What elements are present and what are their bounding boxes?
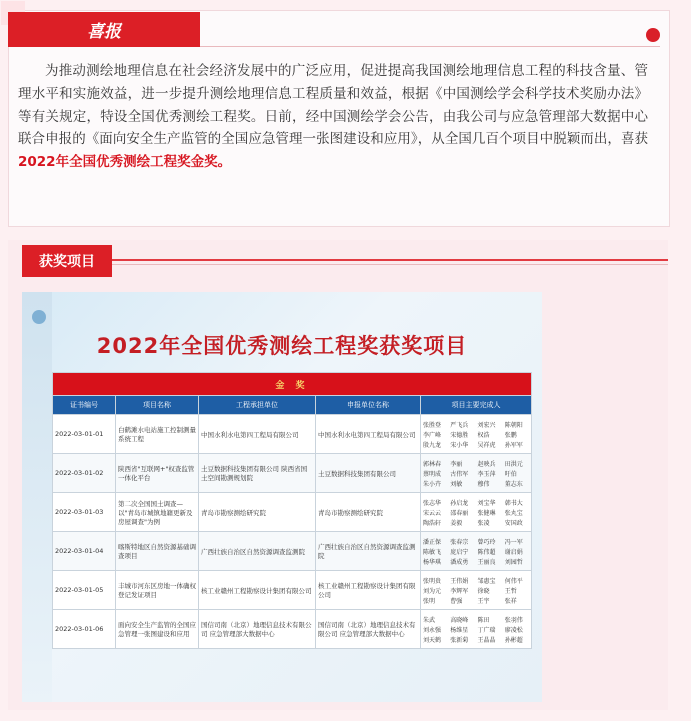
person-name: 古伟军 <box>450 470 469 478</box>
person-name: 王宇 <box>477 597 490 605</box>
person-name: 姜毅 <box>450 519 463 527</box>
person-name: 刘园哲 <box>504 558 523 566</box>
person-name: 刘天鹤 <box>423 636 442 644</box>
project-name: 陕西省"互联网+"权查监管一体化平台 <box>116 454 199 493</box>
person-name: 杨维星 <box>450 626 469 634</box>
person-name: 宋云云 <box>423 509 442 517</box>
table-row <box>53 493 532 532</box>
person-name: 李辉军 <box>450 587 469 595</box>
person-name: 张春宗 <box>450 538 469 546</box>
person-name: 李玉萍 <box>477 470 496 478</box>
person-name: 安国政 <box>504 519 523 527</box>
applicant: 广西壮族自治区自然资源调查监测院 <box>316 532 421 571</box>
section-divider <box>112 259 668 261</box>
org: 核工业赣州工程勘察设计集团有限公司 <box>199 571 316 610</box>
person-name: 王晶晶 <box>477 636 496 644</box>
decor-dot <box>646 28 660 42</box>
notice-highlight: 2022年全国优秀测绘工程奖金奖。 <box>18 154 232 171</box>
person-name: 高晓峰 <box>450 616 469 624</box>
person-name: 曹强 <box>450 597 463 605</box>
org: 中国水利水电第四工程局有限公司 <box>199 415 316 454</box>
table-row <box>53 454 532 493</box>
person-name: 冯一军 <box>504 538 523 546</box>
person-name: 陈朝阳 <box>504 421 523 429</box>
people <box>421 415 532 454</box>
tier-label: 金 奖 <box>53 373 532 396</box>
people <box>421 571 532 610</box>
applicant: 土豆数据科技集团有限公司 <box>316 454 421 493</box>
person-name: 田洪元 <box>504 460 523 468</box>
person-name: 朱武 <box>423 616 436 624</box>
person-name: 宋德胜 <box>450 431 469 439</box>
person-name: 李广峰 <box>423 431 442 439</box>
person-name: 严飞兵 <box>450 421 469 429</box>
notice-text: 为推动测绘地理信息在社会经济发展中的广泛应用，促进提高我国测绘地理信息工程的科技含量、管理水平和实施效益，进一步提升测绘地理信息工程质量和效益，根据《中国测绘学会科学技术奖励办法》等有关规定，特设全国优秀测绘工程奖。日前，经中国测绘学会公告，由我公司与应急管理部大数据中心联合申报的《面向安全生产监管的全国应急管理一张图建设和应用》，从全国几百个项目中脱颖而出，喜获 <box>18 63 648 148</box>
person-name: 张明 <box>423 597 436 605</box>
person-name: 张志华 <box>423 499 442 507</box>
applicant: 中国水利水电第四工程局有限公司 <box>316 415 421 454</box>
person-name: 蔡明成 <box>423 470 442 478</box>
table-header-row <box>53 396 532 415</box>
header-people: 项目主要完成人 <box>421 396 532 415</box>
cert-id: 2022-03-01-04 <box>53 532 116 571</box>
person-name: 张凌 <box>477 519 490 527</box>
table-row <box>53 571 532 610</box>
person-name: 陶浩轩 <box>423 519 442 527</box>
award-table <box>52 372 532 649</box>
person-name: 孙启龙 <box>450 499 469 507</box>
applicant: 核工业赣州工程勘察设计集团有限公司 <box>316 571 421 610</box>
person-name: 谢启娟 <box>504 548 523 556</box>
person-name: 郭林春 <box>423 460 442 468</box>
cert-id: 2022-03-01-06 <box>53 610 116 649</box>
person-name: 董志东 <box>504 480 523 488</box>
person-name: 曾巧玲 <box>477 538 496 546</box>
header-project-name: 项目名称 <box>116 396 199 415</box>
person-name: 潘成勇 <box>450 558 469 566</box>
person-name: 张祥 <box>504 597 517 605</box>
table-row <box>53 532 532 571</box>
person-name: 吁伯 <box>504 470 517 478</box>
person-name: 刘宝华 <box>477 499 496 507</box>
person-name: 朱小卉 <box>423 480 442 488</box>
person-name: 孙军军 <box>504 441 523 449</box>
section-divider-thin <box>112 264 668 265</box>
header-applicant: 申报单位名称 <box>316 396 421 415</box>
org: 国信司南（北京）地理信息技术有限公司 应急管理部大数据中心 <box>199 610 316 649</box>
cert-id: 2022-03-01-02 <box>53 454 116 493</box>
section-title: 获奖项目 <box>22 245 112 277</box>
org: 广西壮族自治区自然资源调查监测院 <box>199 532 316 571</box>
project-name: 丰城市河东区房地一体确权登记发证项目 <box>116 571 199 610</box>
person-name: 殷九龙 <box>423 441 442 449</box>
project-name: 喀斯特地区自然资源基础调查项目 <box>116 532 199 571</box>
person-name: 邵春丽 <box>450 509 469 517</box>
people <box>421 610 532 649</box>
person-name: 丁广瑞 <box>477 626 496 634</box>
person-name: 刘为元 <box>423 587 442 595</box>
person-name: 王伟娟 <box>450 577 469 585</box>
person-name: 李丽 <box>450 460 463 468</box>
cert-id: 2022-03-01-03 <box>53 493 116 532</box>
project-name: 白鹤滩水电站施工控制测量系统工程 <box>116 415 199 454</box>
person-name: 王哲 <box>504 587 517 595</box>
notice-body <box>18 60 648 174</box>
person-name: 庞启宁 <box>450 548 469 556</box>
person-name: 刘永强 <box>423 626 442 634</box>
person-name: 陈伟超 <box>477 548 496 556</box>
person-name: 何伟平 <box>504 577 523 585</box>
person-name: 宋小华 <box>450 441 469 449</box>
person-name: 权浩 <box>477 431 490 439</box>
person-name: 廖凌松 <box>504 626 523 634</box>
project-name: 第二次全国国土调查—以"青岛市城镇地籍更新及房屋调查"为例 <box>116 493 199 532</box>
person-name: 陈田 <box>477 616 490 624</box>
person-name: 赵映兵 <box>477 460 496 468</box>
person-name: 张健琳 <box>477 509 496 517</box>
person-name: 刘敏 <box>450 480 463 488</box>
notice-title: 喜报 <box>8 12 200 47</box>
applicant: 青岛市勘察测绘研究院 <box>316 493 421 532</box>
person-name: 吴祥虎 <box>477 441 496 449</box>
applicant: 国信司南（北京）地理信息技术有限公司 应急管理部大数据中心 <box>316 610 421 649</box>
person-name: 潘正保 <box>423 538 442 546</box>
person-name: 刘宏兴 <box>477 421 496 429</box>
person-name: 杨华琪 <box>423 558 442 566</box>
header-cert-no: 证书编号 <box>53 396 116 415</box>
header-org: 工程承担单位 <box>199 396 316 415</box>
table-row <box>53 415 532 454</box>
person-name: 陈敏飞 <box>423 548 442 556</box>
people <box>421 454 532 493</box>
org: 青岛市勘察测绘研究院 <box>199 493 316 532</box>
person-name: 张鹏 <box>504 431 517 439</box>
person-name: 张新菊 <box>450 636 469 644</box>
person-name: 王丽良 <box>477 558 496 566</box>
person-name: 张胜登 <box>423 421 442 429</box>
person-name: 孙彬超 <box>504 636 523 644</box>
logo-icon <box>32 310 46 324</box>
person-name: 张明贵 <box>423 577 442 585</box>
people <box>421 493 532 532</box>
award-image <box>22 292 542 702</box>
person-name: 徐晓 <box>477 587 490 595</box>
people <box>421 532 532 571</box>
person-name: 穆伟 <box>477 480 490 488</box>
award-image-title: 2022年全国优秀测绘工程奖获奖项目 <box>96 334 468 358</box>
org: 土豆数据科技集团有限公司 陕西省国土空间勘测规划院 <box>199 454 316 493</box>
person-name: 张羽伟 <box>504 616 523 624</box>
person-name: 邹惠宝 <box>477 577 496 585</box>
table-row-highlighted <box>53 610 532 649</box>
title-divider <box>200 46 660 47</box>
cert-id: 2022-03-01-05 <box>53 571 116 610</box>
person-name: 张丸宝 <box>504 509 523 517</box>
cert-id: 2022-03-01-01 <box>53 415 116 454</box>
person-name: 韩书大 <box>504 499 523 507</box>
project-name: 面向安全生产监管的全国应急管理一张图建设和应用 <box>116 610 199 649</box>
